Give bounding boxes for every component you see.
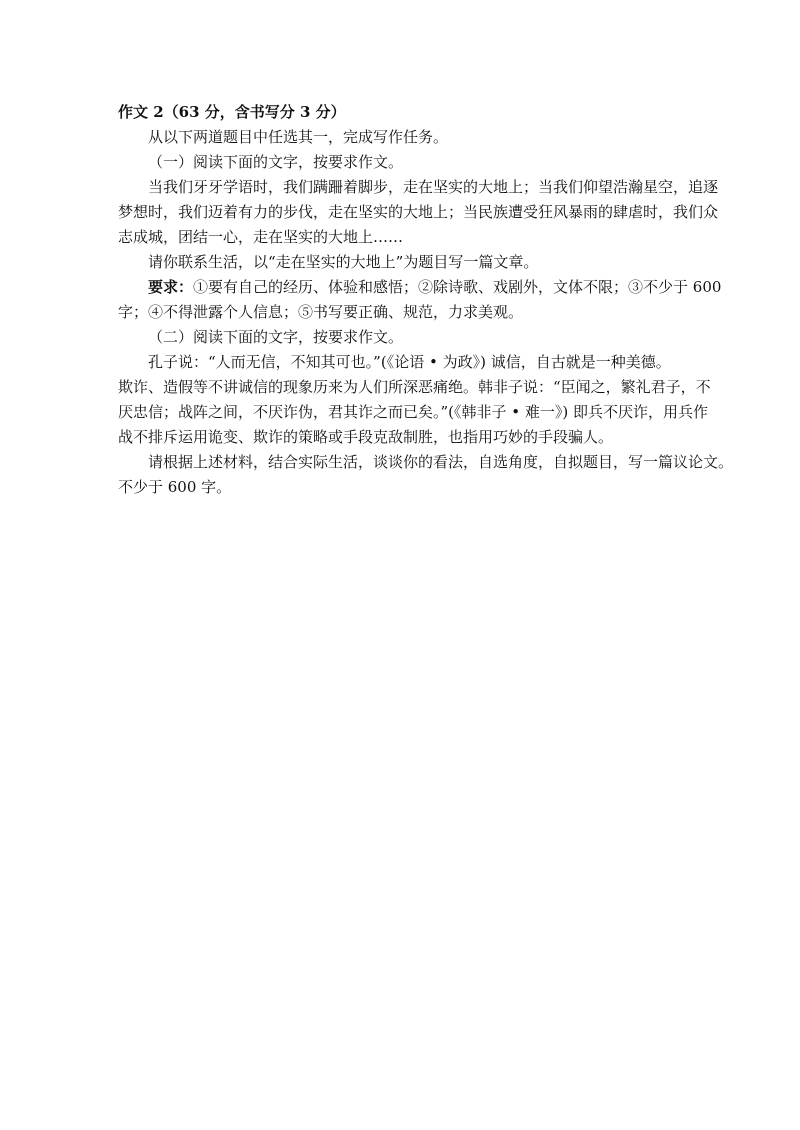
essay-prompt xyxy=(118,100,734,500)
part2-task-line1: 请根据上述材料，结合实际生活，谈谈你的看法，自选角度，自拟题目，写一篇议论文。 xyxy=(148,453,734,471)
part1-passage-line: 志成城，团结一心，走在坚实的大地上…… xyxy=(118,228,404,246)
part2-passage-line: 欺诈、造假等不讲诚信的现象历来为人们所深恶痛绝。韩非子说：“臣闻之，繁礼君子，不 xyxy=(118,378,711,396)
part2-passage-line: 厌忠信；战阵之间，不厌诈伪，君其诈之而已矣。”(《韩非子 • 难一》) 即兵不厌诈，用兵作 xyxy=(118,403,709,421)
requirements-line2: 字；④不得泄露个人信息；⑤书写要正确、规范，力求美观。 xyxy=(118,303,524,321)
part1-passage-line: 当我们牙牙学语时，我们蹒跚着脚步，走在坚实的大地上；当我们仰望浩瀚星空，追逐 xyxy=(148,178,719,196)
part1-heading: （一）阅读下面的文字，按要求作文。 xyxy=(148,153,404,171)
essay-title-note: （63 分，含书写分 3 分） xyxy=(163,103,346,121)
essay-title xyxy=(118,100,680,125)
part2-passage-line: 孔子说：“人而无信，不知其可也。”(《论语 • 为政》) 诚信，自古就是一种美德。 xyxy=(148,353,671,371)
part2-task-line2: 不少于 600 字。 xyxy=(118,478,232,496)
part2-passage-line: 战不排斥运用诡变、欺诈的策略或手段克敌制胜，也指用巧妙的手段骗人。 xyxy=(118,428,614,446)
requirements-label: 要求： xyxy=(148,278,194,296)
part1-passage-line: 梦想时，我们迈着有力的步伐，走在坚实的大地上；当民族遭受狂风暴雨的肆虐时，我们众 xyxy=(118,203,719,221)
part2-heading: （二）阅读下面的文字，按要求作文。 xyxy=(148,328,404,346)
part1-requirements xyxy=(118,275,722,300)
part1-task: 请你联系生活，以“走在坚实的大地上”为题目写一篇文章。 xyxy=(148,253,539,271)
instruction: 从以下两道题目中任选其一，完成写作任务。 xyxy=(148,128,449,146)
requirements-line1: ①要有自己的经历、体验和感悟；②除诗歌、戏剧外，文体不限；③不少于 600 xyxy=(193,278,722,296)
essay-title-head: 作文 2 xyxy=(118,103,164,121)
